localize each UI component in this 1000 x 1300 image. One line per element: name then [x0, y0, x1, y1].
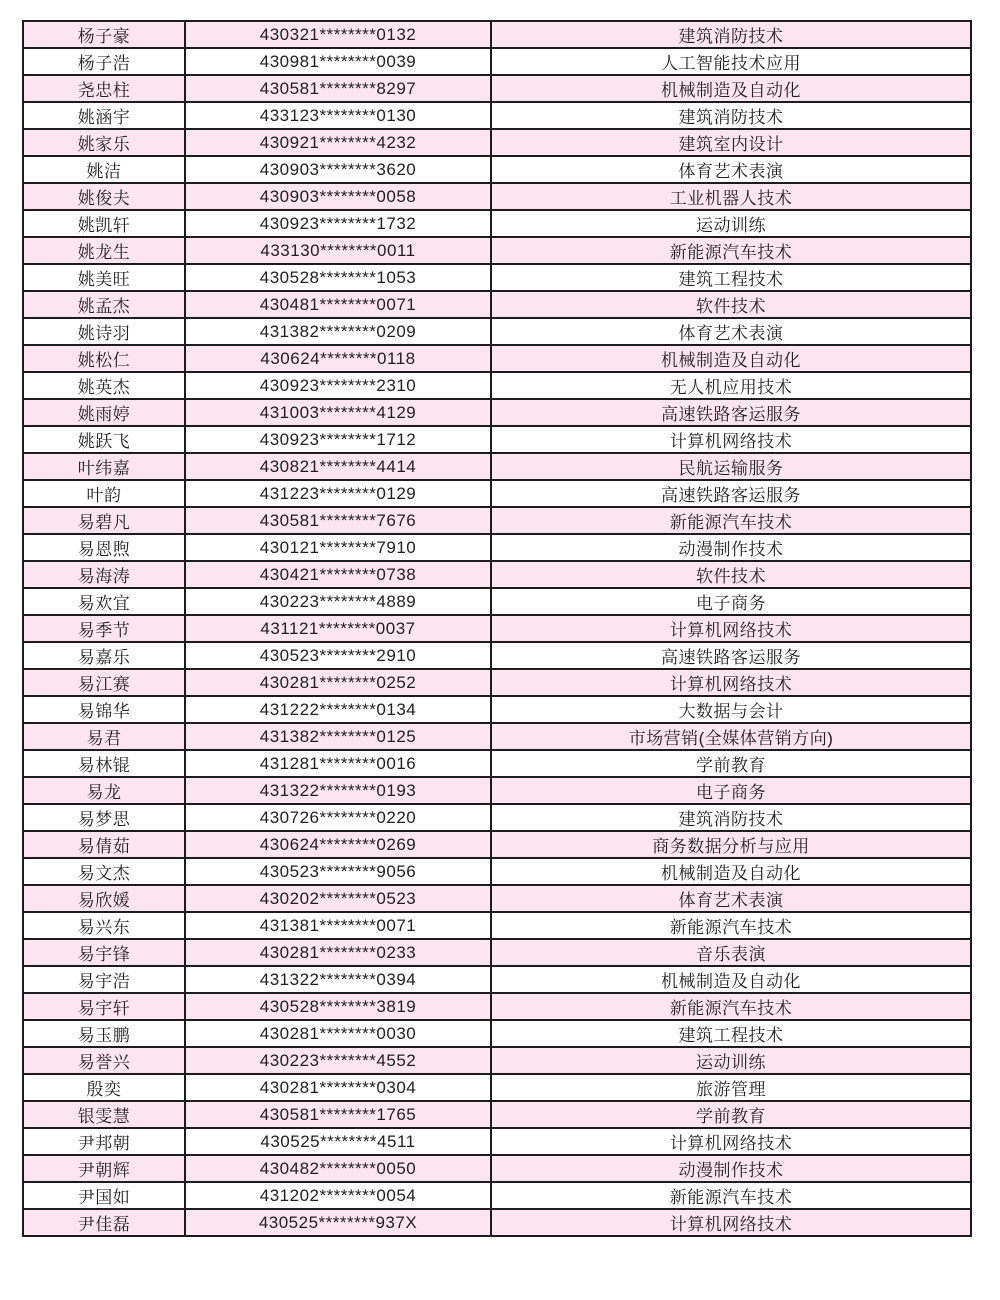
major-cell: 旅游管理 — [491, 1074, 971, 1101]
name-cell: 银雯慧 — [23, 1101, 185, 1128]
table-row — [23, 507, 971, 534]
major-cell: 市场营销(全媒体营销方向) — [491, 723, 971, 750]
id-cell: 431202********0054 — [185, 1182, 491, 1209]
major-cell: 体育艺术表演 — [491, 156, 971, 183]
table-row — [23, 912, 971, 939]
major-cell: 电子商务 — [491, 777, 971, 804]
name-cell: 姚俊夫 — [23, 183, 185, 210]
id-cell: 431322********0193 — [185, 777, 491, 804]
id-cell: 430121********7910 — [185, 534, 491, 561]
major-cell: 民航运输服务 — [491, 453, 971, 480]
major-cell: 学前教育 — [491, 750, 971, 777]
id-cell: 430581********1765 — [185, 1101, 491, 1128]
table-row — [23, 237, 971, 264]
table-row — [23, 345, 971, 372]
name-cell: 易誉兴 — [23, 1047, 185, 1074]
name-cell: 姚松仁 — [23, 345, 185, 372]
table-row — [23, 993, 971, 1020]
major-cell: 新能源汽车技术 — [491, 507, 971, 534]
table-row — [23, 723, 971, 750]
name-cell: 易季节 — [23, 615, 185, 642]
name-cell: 姚凯轩 — [23, 210, 185, 237]
id-cell: 430223********4552 — [185, 1047, 491, 1074]
id-cell: 430981********0039 — [185, 48, 491, 75]
id-cell: 430923********2310 — [185, 372, 491, 399]
id-cell: 430223********4889 — [185, 588, 491, 615]
id-cell: 430281********0252 — [185, 669, 491, 696]
table-row — [23, 291, 971, 318]
id-cell: 430481********0071 — [185, 291, 491, 318]
table-row — [23, 210, 971, 237]
table-row — [23, 642, 971, 669]
table-body — [23, 21, 971, 1236]
id-cell: 430525********4511 — [185, 1128, 491, 1155]
id-cell: 430523********2910 — [185, 642, 491, 669]
major-cell: 新能源汽车技术 — [491, 912, 971, 939]
id-cell: 430281********0030 — [185, 1020, 491, 1047]
name-cell: 杨子浩 — [23, 48, 185, 75]
major-cell: 人工智能技术应用 — [491, 48, 971, 75]
table-row — [23, 966, 971, 993]
table-row — [23, 588, 971, 615]
name-cell: 易文杰 — [23, 858, 185, 885]
name-cell: 尹朝辉 — [23, 1155, 185, 1182]
results-table — [22, 20, 972, 1237]
major-cell: 机械制造及自动化 — [491, 858, 971, 885]
name-cell: 尧忠柱 — [23, 75, 185, 102]
name-cell: 尹邦朝 — [23, 1128, 185, 1155]
major-cell: 高速铁路客运服务 — [491, 399, 971, 426]
name-cell: 杨子豪 — [23, 21, 185, 48]
table-row — [23, 1209, 971, 1236]
table-row — [23, 750, 971, 777]
name-cell: 易倩茹 — [23, 831, 185, 858]
major-cell: 软件技术 — [491, 291, 971, 318]
major-cell: 建筑消防技术 — [491, 102, 971, 129]
major-cell: 新能源汽车技术 — [491, 237, 971, 264]
name-cell: 易嘉乐 — [23, 642, 185, 669]
major-cell: 建筑工程技术 — [491, 1020, 971, 1047]
table-row — [23, 1074, 971, 1101]
name-cell: 姚洁 — [23, 156, 185, 183]
major-cell: 机械制造及自动化 — [491, 75, 971, 102]
name-cell: 叶韵 — [23, 480, 185, 507]
id-cell: 431121********0037 — [185, 615, 491, 642]
name-cell: 易玉鹏 — [23, 1020, 185, 1047]
major-cell: 动漫制作技术 — [491, 534, 971, 561]
table-row — [23, 777, 971, 804]
table-row — [23, 318, 971, 345]
major-cell: 电子商务 — [491, 588, 971, 615]
name-cell: 姚涵宇 — [23, 102, 185, 129]
name-cell: 姚孟杰 — [23, 291, 185, 318]
id-cell: 431381********0071 — [185, 912, 491, 939]
name-cell: 易恩煦 — [23, 534, 185, 561]
id-cell: 430581********7676 — [185, 507, 491, 534]
major-cell: 高速铁路客运服务 — [491, 642, 971, 669]
table-row — [23, 858, 971, 885]
id-cell: 430525********937X — [185, 1209, 491, 1236]
name-cell: 易龙 — [23, 777, 185, 804]
name-cell: 姚跃飞 — [23, 426, 185, 453]
table-row — [23, 129, 971, 156]
name-cell: 易君 — [23, 723, 185, 750]
major-cell: 计算机网络技术 — [491, 615, 971, 642]
name-cell: 易林锟 — [23, 750, 185, 777]
table-row — [23, 561, 971, 588]
major-cell: 运动训练 — [491, 1047, 971, 1074]
name-cell: 姚龙生 — [23, 237, 185, 264]
id-cell: 431382********0125 — [185, 723, 491, 750]
table-row — [23, 480, 971, 507]
name-cell: 易碧凡 — [23, 507, 185, 534]
table-row — [23, 615, 971, 642]
major-cell: 体育艺术表演 — [491, 885, 971, 912]
major-cell: 建筑消防技术 — [491, 804, 971, 831]
name-cell: 姚雨婷 — [23, 399, 185, 426]
id-cell: 431223********0129 — [185, 480, 491, 507]
id-cell: 430281********0304 — [185, 1074, 491, 1101]
name-cell: 姚家乐 — [23, 129, 185, 156]
major-cell: 机械制造及自动化 — [491, 345, 971, 372]
name-cell: 易宇浩 — [23, 966, 185, 993]
id-cell: 433123********0130 — [185, 102, 491, 129]
name-cell: 易兴东 — [23, 912, 185, 939]
id-cell: 430923********1732 — [185, 210, 491, 237]
major-cell: 体育艺术表演 — [491, 318, 971, 345]
table-row — [23, 372, 971, 399]
major-cell: 建筑室内设计 — [491, 129, 971, 156]
table-row — [23, 426, 971, 453]
id-cell: 431322********0394 — [185, 966, 491, 993]
major-cell: 音乐表演 — [491, 939, 971, 966]
id-cell: 430482********0050 — [185, 1155, 491, 1182]
id-cell: 430903********3620 — [185, 156, 491, 183]
name-cell: 姚英杰 — [23, 372, 185, 399]
id-cell: 430421********0738 — [185, 561, 491, 588]
table-row — [23, 1128, 971, 1155]
id-cell: 430523********9056 — [185, 858, 491, 885]
id-cell: 430528********1053 — [185, 264, 491, 291]
id-cell: 431281********0016 — [185, 750, 491, 777]
major-cell: 计算机网络技术 — [491, 1209, 971, 1236]
name-cell: 尹佳磊 — [23, 1209, 185, 1236]
table-row — [23, 264, 971, 291]
name-cell: 尹国如 — [23, 1182, 185, 1209]
major-cell: 无人机应用技术 — [491, 372, 971, 399]
name-cell: 姚诗羽 — [23, 318, 185, 345]
name-cell: 易海涛 — [23, 561, 185, 588]
name-cell: 易江赛 — [23, 669, 185, 696]
major-cell: 计算机网络技术 — [491, 669, 971, 696]
major-cell: 工业机器人技术 — [491, 183, 971, 210]
major-cell: 动漫制作技术 — [491, 1155, 971, 1182]
table-row — [23, 1182, 971, 1209]
major-cell: 商务数据分析与应用 — [491, 831, 971, 858]
table-row — [23, 1047, 971, 1074]
id-cell: 430624********0118 — [185, 345, 491, 372]
major-cell: 计算机网络技术 — [491, 426, 971, 453]
major-cell: 新能源汽车技术 — [491, 993, 971, 1020]
name-cell: 姚美旺 — [23, 264, 185, 291]
table-row — [23, 1101, 971, 1128]
name-cell: 易宇轩 — [23, 993, 185, 1020]
id-cell: 431222********0134 — [185, 696, 491, 723]
major-cell: 建筑消防技术 — [491, 21, 971, 48]
id-cell: 430903********0058 — [185, 183, 491, 210]
major-cell: 建筑工程技术 — [491, 264, 971, 291]
major-cell: 学前教育 — [491, 1101, 971, 1128]
id-cell: 430321********0132 — [185, 21, 491, 48]
table-row — [23, 1020, 971, 1047]
table-row — [23, 21, 971, 48]
major-cell: 大数据与会计 — [491, 696, 971, 723]
major-cell: 运动训练 — [491, 210, 971, 237]
table-row — [23, 48, 971, 75]
name-cell: 殷奕 — [23, 1074, 185, 1101]
table-row — [23, 669, 971, 696]
name-cell: 易梦思 — [23, 804, 185, 831]
table-row — [23, 156, 971, 183]
table-row — [23, 1155, 971, 1182]
id-cell: 430726********0220 — [185, 804, 491, 831]
id-cell: 430624********0269 — [185, 831, 491, 858]
table-row — [23, 885, 971, 912]
name-cell: 易宇锋 — [23, 939, 185, 966]
name-cell: 易锦华 — [23, 696, 185, 723]
name-cell: 易欢宜 — [23, 588, 185, 615]
table-row — [23, 696, 971, 723]
table-row — [23, 804, 971, 831]
table-row — [23, 75, 971, 102]
id-cell: 431382********0209 — [185, 318, 491, 345]
table-row — [23, 534, 971, 561]
id-cell: 430581********8297 — [185, 75, 491, 102]
name-cell: 叶纬嘉 — [23, 453, 185, 480]
major-cell: 计算机网络技术 — [491, 1128, 971, 1155]
major-cell: 软件技术 — [491, 561, 971, 588]
id-cell: 430202********0523 — [185, 885, 491, 912]
id-cell: 433130********0011 — [185, 237, 491, 264]
id-cell: 431003********4129 — [185, 399, 491, 426]
name-cell: 易欣媛 — [23, 885, 185, 912]
major-cell: 高速铁路客运服务 — [491, 480, 971, 507]
table-row — [23, 939, 971, 966]
table-row — [23, 453, 971, 480]
id-cell: 430281********0233 — [185, 939, 491, 966]
id-cell: 430923********1712 — [185, 426, 491, 453]
major-cell: 新能源汽车技术 — [491, 1182, 971, 1209]
major-cell: 机械制造及自动化 — [491, 966, 971, 993]
table-row — [23, 831, 971, 858]
id-cell: 430921********4232 — [185, 129, 491, 156]
table-row — [23, 183, 971, 210]
id-cell: 430528********3819 — [185, 993, 491, 1020]
table-row — [23, 399, 971, 426]
table-row — [23, 102, 971, 129]
id-cell: 430821********4414 — [185, 453, 491, 480]
